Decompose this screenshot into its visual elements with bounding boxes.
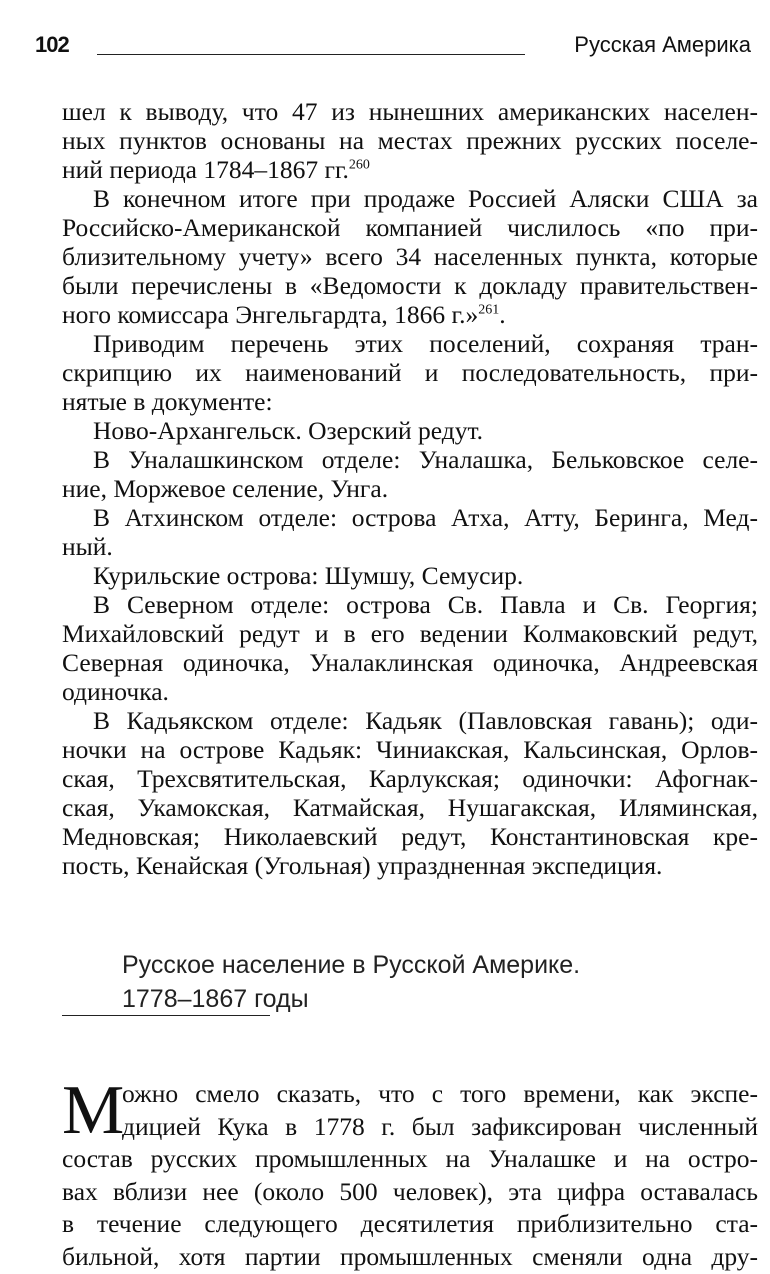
line-text: близительному учету» всего 34 населенных пункта, которые <box>62 242 758 271</box>
text-line <box>62 242 758 271</box>
text-line <box>62 793 758 822</box>
line-text: В Кадьякском отделе: Кадьяк (Павловская гавань); оди- <box>93 706 758 735</box>
section-heading-line-1: Русское население в Русской Америке. <box>122 951 581 979</box>
line-text: ный. <box>62 532 113 561</box>
running-title: Русская Америка <box>574 32 751 57</box>
line-text: нятые в документе: <box>62 387 273 416</box>
line-text: ская, Укамокская, Катмайская, Нушагакская, Иляминская, <box>62 793 758 822</box>
text-line <box>62 735 758 764</box>
line-text: ская, Трехсвятительская, Карлукская; одиночки: Афогнак- <box>62 764 758 793</box>
header-rule <box>97 54 525 55</box>
text-line: бильной, хотя партии промышленных сменяли одна дру- <box>62 1241 758 1271</box>
text-line <box>62 677 758 706</box>
text-line <box>62 300 758 329</box>
line-text: пость, Кенайская (Угольная) упраздненная экспедиция. <box>62 851 663 880</box>
text-line <box>62 329 758 358</box>
text-line <box>62 561 758 590</box>
text-line <box>62 271 758 300</box>
line-text: Приводим перечень этих поселений, сохраняя тран- <box>93 329 758 358</box>
text-line <box>62 445 758 474</box>
footnote-ref: 260 <box>348 157 370 173</box>
text-line <box>62 155 758 184</box>
text-line <box>62 184 758 213</box>
line-text: Михайловский редут и в его ведении Колмаковский редут, <box>62 619 758 648</box>
section-rule <box>62 1015 270 1016</box>
line-text: ний периода 1784–1867 гг. <box>62 155 349 184</box>
text-line <box>62 648 758 677</box>
line-text: были перечислены в «Ведомости к докладу правительствен- <box>62 271 758 300</box>
text-line <box>62 416 758 445</box>
text-line <box>62 126 758 155</box>
section-heading-line-2: 1778–1867 годы <box>122 985 309 1013</box>
text-line <box>62 358 758 387</box>
text-line: в течение следующего десятилетия приблизительно ста- <box>62 1209 758 1239</box>
text-line <box>62 851 758 880</box>
text-line: ожно смело сказать, что с того времени, как экспе- <box>122 1079 758 1108</box>
section-heading <box>122 948 580 1016</box>
trailing-punctuation: . <box>499 300 506 329</box>
line-text: Курильские острова: Шумшу, Семусир. <box>93 561 524 590</box>
line-text: Северная одиночка, Уналаклинская одиночка, Андреевская <box>62 648 758 677</box>
text-line <box>62 532 758 561</box>
text-line: состав русских промышленных на Уналашке и на остро- <box>62 1144 758 1174</box>
line-text: одиночка. <box>62 677 169 706</box>
running-header <box>35 32 751 62</box>
text-line <box>62 503 758 532</box>
text-line <box>62 590 758 619</box>
text-line <box>62 213 758 242</box>
line-text: скрипцию их наименований и последовательность, при- <box>62 358 758 387</box>
text-line: дицией Кука в 1778 г. был зафиксирован численный <box>122 1111 758 1141</box>
section-paragraph <box>62 1072 758 1274</box>
text-line: вах вблизи нее (около 500 человек), эта цифра оставалась <box>62 1176 758 1206</box>
drop-cap: М <box>62 1072 125 1149</box>
line-text: В конечном итоге при продаже Россией Аляски США за <box>93 184 758 213</box>
text-line <box>62 387 758 416</box>
line-text: Российско-Американской компанией числилось «по при- <box>62 213 758 242</box>
page-number: 102 <box>35 32 69 57</box>
text-line <box>62 822 758 851</box>
line-text: В Уналашкинском отделе: Уналашка, Бельковское селе- <box>93 445 758 474</box>
line-text: В Северном отделе: острова Св. Павла и Св. Георгия; <box>93 590 758 619</box>
footnote-ref: 261 <box>478 302 500 318</box>
body-text <box>62 97 758 880</box>
text-line <box>62 706 758 735</box>
line-text: ного комиссара Энгельгардта, 1866 г.» <box>62 300 479 329</box>
line-text: ночки на острове Кадьяк: Чиниакская, Кальсинская, Орлов- <box>62 735 758 764</box>
text-line <box>62 764 758 793</box>
text-line <box>62 97 758 126</box>
line-text: Ново-Архангельск. Озерский редут. <box>93 416 484 445</box>
line-text: ние, Моржевое селение, Унга. <box>62 474 389 503</box>
line-text: шел к выводу, что 47 из нынешних американских населен- <box>62 97 758 126</box>
text-line <box>62 474 758 503</box>
line-text: Медновская; Николаевский редут, Константиновская кре- <box>62 822 758 851</box>
line-text: В Атхинском отделе: острова Атха, Атту, Беринга, Мед- <box>93 503 758 532</box>
text-line <box>62 619 758 648</box>
line-text: ных пунктов основаны на местах прежних русских поселе- <box>62 126 758 155</box>
